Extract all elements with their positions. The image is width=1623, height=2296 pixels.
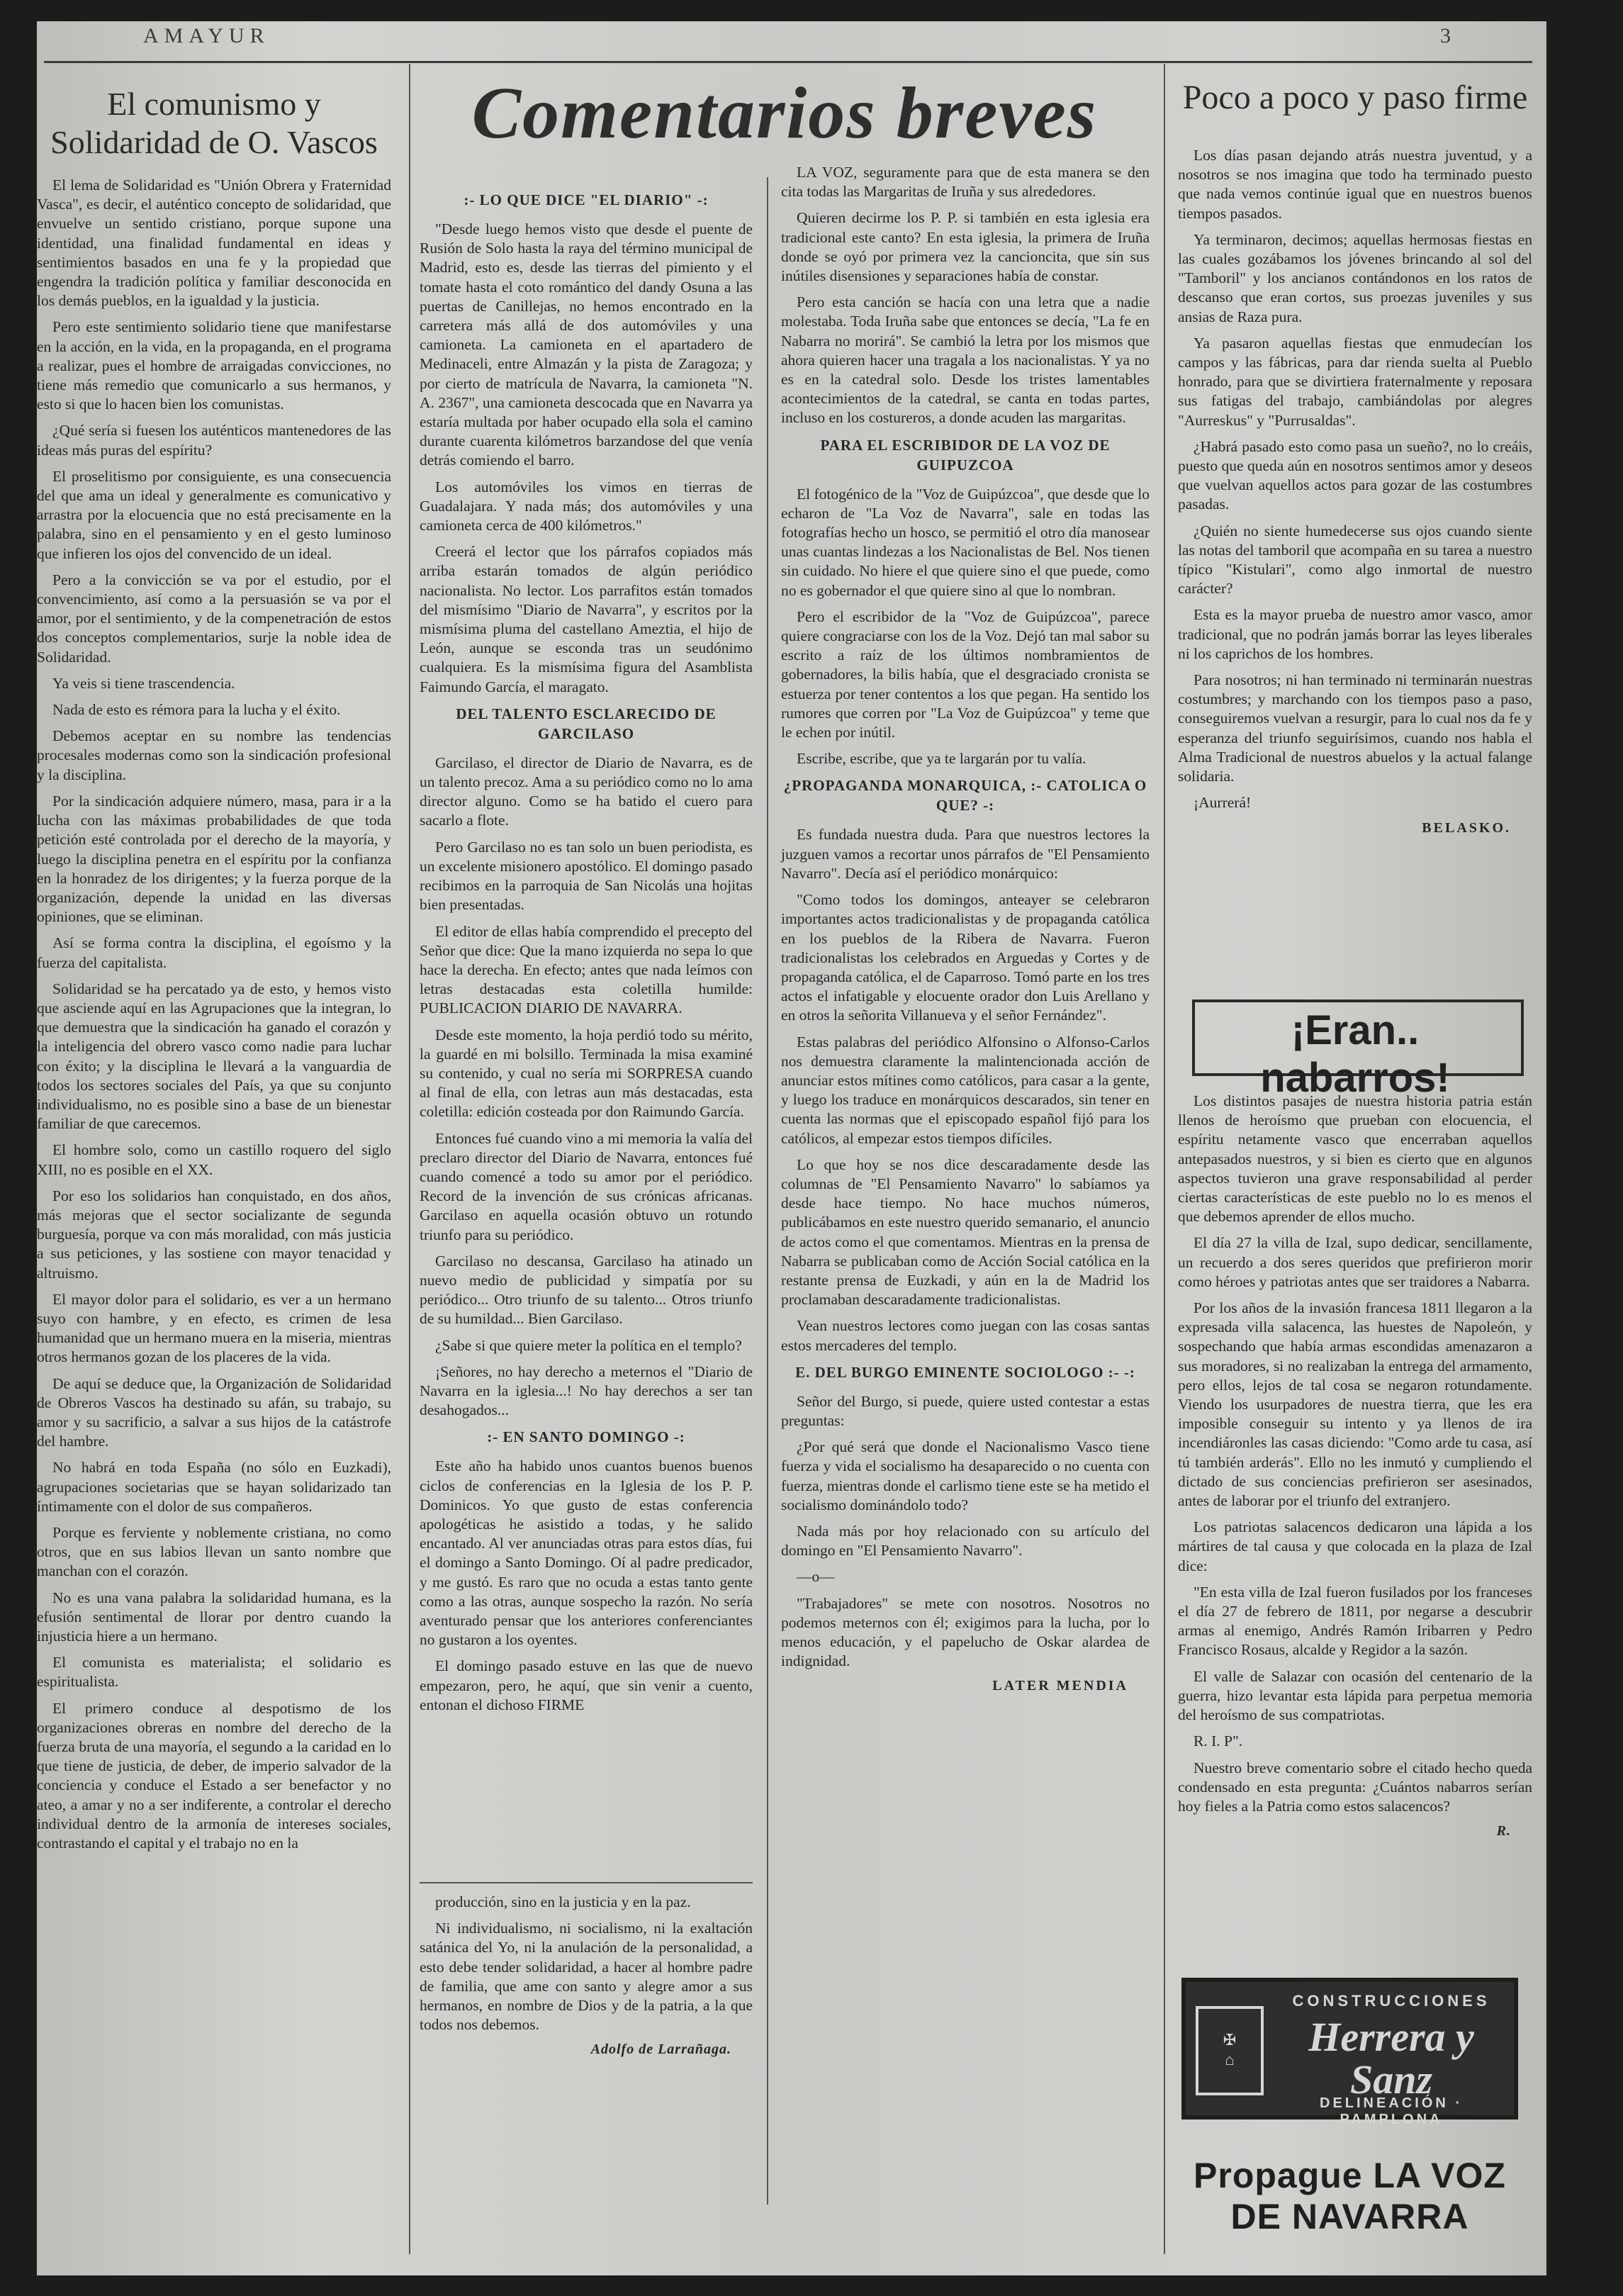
subheading: DEL TALENTO ESCLARECIDO DE GARCILASO xyxy=(456,705,717,742)
paragraph: El proselitismo por consiguiente, es una consecuencia del que ama un ideal y generalmente es comunicativo y arrastra por la elocuencia que no está precisamente en la palabra, sino en el pensamiento y en el gesto luminoso que infieren los ojos del convencido de un ideal. xyxy=(37,467,391,562)
section-body xyxy=(420,754,753,1421)
promo-banner: Propague LA VOZ DE NAVARRA xyxy=(1194,2156,1506,2236)
paragraph: Por la sindicación adquiere número, masa, para ir a la lucha con las máximas probabilidades de que toda petición esté controlada por el derecho de la mayoría, y luego la disciplina penetra en el espíritu por la confianza en la honradez de los dirigentes; y la fuerza porque de la organización, depende la unidad en las diversas opiniones, que se eliminan. xyxy=(37,792,391,926)
paragraph: Los días pasan dejando atrás nuestra juventud, y a nosotros se nos imagina que todo ha terminado puesto que nada vemos continúe igual que en nuestros buenos tiempos pasados. xyxy=(1178,147,1532,222)
paragraph: ¿Por qué será que donde el Nacionalismo Vasco tiene fuerza y vida el socialismo ha desaparecido o no cuenta con fuerza, mientras donde el carlismo tiene este se ha metido el socialismo dominándolo todo? xyxy=(781,1438,1150,1513)
paragraph: El hombre solo, como un castillo roquero del siglo XIII, no es posible en el XX. xyxy=(37,1141,391,1178)
paragraph: El día 27 la villa de Izal, supo dedicar, sencillamente, un recuerdo a dos seres queridos que prefirieron morir como héroes y patriotas antes que ser traidores a Nabarra. xyxy=(1178,1234,1532,1290)
section-body xyxy=(420,1457,753,1715)
article-body xyxy=(1178,1092,1532,1816)
article-title: Poco a poco y paso firme xyxy=(1182,79,1528,116)
paragraph: Estas palabras del periódico Alfonsino o Alfonso-Carlos nos demuestra claramente la malintencionada acción de anunciar estos mítines como católicos, para casar a la gente, y luego los traduce en monárquicos descarados, sin tener en cuenta las normas que el episcopado español fijó para los católicos, al empezar estos tiempos difíciles. xyxy=(781,1033,1150,1147)
paragraph: Pero a la convicción se va por el estudio, por el convencimiento, así como a la persuasión se va por el amor, por el sentimiento, y de la compenetración de estos dos conceptos complementarios, surje la noble idea de Solidaridad. xyxy=(37,571,391,666)
section-body xyxy=(781,1392,1150,1671)
paragraph: "Como todos los domingos, anteayer se celebraron importantes actos tradicionalistas y de propaganda católica en los pueblos de la Ribera de Navarra. Fueron tradicionalistas los celebrados en Arguedas y Cortes y de propaganda católica, el de Caparroso. Tomó parte en los tres actos el infatigable y elocuente orador don Luis Arellano y en otros la señorita Villanueva y el señor Fernández". xyxy=(781,891,1150,1024)
signature: BELASKO. xyxy=(1422,819,1511,836)
newspaper-page xyxy=(37,21,1546,2275)
running-title: AMAYUR xyxy=(143,24,270,47)
paragraph: ¡Señores, no hay derecho a meternos el "Diario de Navarra en la iglesia...! No hay derechos a ser tan desahogados... xyxy=(420,1362,753,1419)
paragraph: "En esta villa de Izal fueron fusilados por los franceses el día 27 de febrero de 1811, por negarse a descubrir armas al enemigo, Andrés Ramón Iribarren y Pedro Francisco Rosaus, alcalde y Regidor a la sazón. xyxy=(1178,1583,1532,1659)
paragraph: Nada de esto es rémora para la lucha y el éxito. xyxy=(52,701,341,719)
paragraph: El valle de Salazar con ocasión del centenario de la guerra, hizo levantar esta lápida para perpetua memoria del heroísmo de sus compatriotas. xyxy=(1178,1667,1532,1724)
paragraph: El editor de ellas había comprendido el precepto del Señor que dice: Que la mano izquierda no sepa lo que hace la derecha. En efecto; antes que nada leímos con letras destacadas esta coletilla humilde: PUBLICACION DIARIO DE NAVARRA. xyxy=(420,922,753,1017)
ad-heading: CONSTRUCCIONES xyxy=(1292,1992,1490,2010)
paragraph: Quieren decirme los P. P. si también en esta iglesia era tradicional este canto? En esta iglesia, la primera de Iruña donde se oyó por primera vez la cancioncita, que sin sus inútiles disensiones y separaciones había de constar. xyxy=(781,209,1150,285)
solidaridad-continuation xyxy=(420,1893,753,2205)
paragraph: Nada más por hoy relacionado con su artículo del domingo en "El Pensamiento Navarro". xyxy=(781,1522,1150,1559)
paragraph: Pero Garcilaso no es tan solo un buen periodista, es un excelente misionero apostólico. El domingo pasado recibimos en la parroquia de San Nicolás una hojitas bien presentadas. xyxy=(420,838,753,914)
paragraph: Los automóviles los vimos en tierras de Guadalajara. Y nada más; dos automóviles y una camioneta cerca de 400 kilómetros." xyxy=(420,478,753,534)
paragraph: ¿Habrá pasado esto como pasa un sueño?, no lo creáis, puesto que queda aún en nosotros sentimos amor y deseos que vuelvan aquellos actos para gozar de las costumbres pasadas. xyxy=(1178,437,1532,513)
paragraph: Solidaridad se ha percatado ya de esto, y hemos visto que asciende aquí en las Agrupaciones que la integran, lo que demuestra que la sindicación ha ganado el corazón y la inteligencia del obrero vasco como nadie para luchar con éxito; y la disciplina le llevará a la vanguardia de todos los sectores sociales del País, ya que su conjunto individualismo, no es posible sino a base de un bienestar familiar de que carecemos. xyxy=(37,980,391,1133)
paragraph: Este año ha habido unos cuantos buenos buenos ciclos de conferencias en la Iglesia de los P. P. Dominicos. Yo que gusto de estas conferencia apologéticas he asistido a todas, y he salido encantado. Al ver anunciadas otras para estos días, fui el domingo a Santo Domingo. Oí al padre predicador, y me gustó. Es raro que no ocuda a estas tanto gente como a las otras, aunque sospecho la razón. No sería aventurado pensar que los anteriores conferenciantes no gustaron a los oyentes. xyxy=(420,1457,753,1649)
paragraph: Ya veis si tiene trascendencia. xyxy=(52,674,235,692)
paragraph: De aquí se deduce que, la Organización de Solidaridad de Obreros Vascos ha destinado su afán, su trabajo, su amor y su sacrificio, a salvar a sus hijos de la catástrofe del hambre. xyxy=(37,1374,391,1450)
paragraph: Desde este momento, la hoja perdió todo su mérito, la guardé en mi bolsillo. Terminada la misa examiné su contenido, y cual no sería mi SORPRESA cuando al final de ella, con letras aun más destacadas, esta coletilla: edición costeada por don Raimundo García. xyxy=(420,1026,753,1121)
paragraph: El fotogénico de la "Voz de Guipúzcoa", que desde que lo echaron de "La Voz de Navarra", sale en todas las fotografías hecho un hosco, se permitió el otro día manosear unas cuantas lindezas a los Nacionalistas de Bel. Nos tienen sin cuidado. No hiere el que quiere sino el que puede, como no es gobernador el que quiere sino al que lo nombran. xyxy=(781,485,1150,599)
signature: R. xyxy=(1496,1823,1511,1839)
paragraph: —o— xyxy=(797,1568,835,1586)
subheading: :- LO QUE DICE "EL DIARIO" -: xyxy=(464,191,709,208)
paragraph: Pero el escribidor de la "Voz de Guipúzcoa", parece quiere congraciarse con los de la Voz. Dejó tan mal sabor su escrito a raíz de los últimos nombramientos de gobernadores, la bilis había, que el desgraciado cronista se estuerza por tener contentos a los que pegan. Ha sentido los rumores que corren por "La Voz de Guipúzcoa" y teme que le echen por inútil. xyxy=(781,607,1150,741)
paragraph: El lema de Solidaridad es "Unión Obrera y Fraternidad Vasca", es decir, el auténtico concepto de solidaridad, que envuelve un sentido cristiano, porque supone una identidad, una finalidad fundamental en ideas y sentimientos basados en una fe y la propiedad que engendra la tradición política y familiar desconocida en los demás pueblos, en la igualdad y la justicia. xyxy=(37,177,391,310)
section-body xyxy=(420,220,753,697)
paragraph: Por los años de la invasión francesa 1811 llegaron a la expresada villa salacenca, las huestes de Napoleón, y sospechando que había armas escondidas amenazaron a sus moradores, si no realizaban la entrega del armamento, pero ellos, lejos de tal cosa se negaron rotundamente. Viendo los usurpadores de nuestra tierra, que les era imposible conseguir su intento y ya llenos de ira incendiáronles las casas diciendo: "Como arde tu casa, así tú también arderás". Ello no les inmutó y cumpliendo el dictado de sus conciencias prefirieron ser asesinados, antes de laborar por el triunfo del extranjero. xyxy=(1178,1299,1532,1510)
page-number: 3 xyxy=(1440,24,1451,47)
paragraph: Por eso los solidarios han conquistado, en dos años, más mejoras que el sector socializante de segunda burguesía, porque va con más moralidad, con más justicia a sus peticiones, y las sostiene con mayor tenacidad y altruismo. xyxy=(37,1187,391,1282)
signature: Adolfo de Larrañaga. xyxy=(590,2042,731,2058)
paragraph: El primero conduce al despotismo de los organizaciones obreras en nombre del derecho de la fuerza bruta de una mayoría, el segundo a la caridad en lo que tiene de justicia, de deber, de imperio salvador de la conciencia y conduce el Estado a ser benefactor y no ateo, a amar y no a ser indiferente, a controlar el derecho individual dentro de la armonía de intereses sociales, contrastando el capital y el trabajo no en la xyxy=(37,1699,391,1852)
section-title: Comentarios breves xyxy=(471,72,1098,154)
section-body xyxy=(781,163,1150,428)
article-solidaridad xyxy=(37,78,391,2261)
paragraph: Debemos aceptar en su nombre las tendencias procesales modernas como son la sindicación profesional y la disciplina. xyxy=(37,727,391,783)
paragraph: Para nosotros; ni han terminado ni terminarán nuestras costumbres; y marchando con los tiempos paso a paso, conseguiremos vuelvan a resurgir, para lo cual nos da fe y esperanza del triunfo seguirísimos, cuando nos habla el Alma Tradicional de nuestros abuelos y la actual falange solidaria. xyxy=(1178,671,1532,785)
section-rule xyxy=(420,1882,753,1883)
paragraph: El domingo pasado estuve en las que de nuevo empezaron, pero, he aquí, que sin venir a cuento, entonan el dichoso FIRME xyxy=(420,1657,753,1713)
section-body xyxy=(781,825,1150,1355)
paragraph: LA VOZ, seguramente para que de esta manera se den cita todas las Margaritas de Iruña y sus alrededores. xyxy=(781,164,1150,201)
subheading: ¿PROPAGANDA MONARQUICA, :- CATOLICA O QUE? -: xyxy=(783,777,1147,814)
ad-footer: DELINEACIÓN · PAMPLONA xyxy=(1320,2095,1463,2127)
article-poco-a-poco xyxy=(1178,78,1532,985)
paragraph: Es fundada nuestra duda. Para que nuestros lectores la juzguen vamos a recortar unos párrafos de "El Pensamiento Navarro". Decía así el periódico monárquico: xyxy=(781,826,1150,882)
paragraph: producción, sino en la justicia y en la paz. xyxy=(435,1893,691,1910)
column-divider xyxy=(767,177,768,2205)
article-title: El comunismo y Solidaridad de O. Vascos xyxy=(50,86,378,160)
paragraph: Nuestro breve comentario sobre el citado hecho queda condensado en esta pregunta: ¿Cuántos nabarros serían hoy fieles a la Patria como estos salacencos? xyxy=(1178,1759,1532,1815)
comentarios-column-b xyxy=(781,163,1150,2134)
column-divider xyxy=(1164,64,1165,2254)
paragraph: ¿Quién no siente humedecerse sus ojos cuando siente las notas del tamboril que acompaña en su tarea a nuestro típico "Kistulari", como algo inmortal de nuestro carácter? xyxy=(1178,522,1532,598)
paragraph: "Desde luego hemos visto que desde el puente de Rusión de Solo hasta la raya del término municipal de Madrid, esto es, desde las tierras del pimiento y el tomate hasta el coto romántico del dandy Osuna a las puertas de Canillejas, no hemos encontrado en la carretera más allá de dos automóviles y una camioneta. La camioneta en el apartadero de Medinaceli, entre Almazán y la pista de Zaragoza; y por cierto de matrícula de Navarra, la camioneta "N. A. 2367", una camioneta descocada que en Navarra ya estaría multada por haber ocupado ella sola el camino durante cuarenta kilómetros barzandose del que venía detrás comiendo el barro. xyxy=(420,220,753,469)
paragraph: Garcilaso, el director de Diario de Navarra, es de un talento precoz. Ama a su periódico como no lo ama director alguno. Como se ha batido el cuero para sacarlo a flote. xyxy=(420,754,753,829)
article-title: ¡Eran.. nabarros! xyxy=(1260,1007,1450,1101)
paragraph: Así se forma contra la disciplina, el egoísmo y la fuerza del capitalista. xyxy=(37,934,391,971)
top-rule xyxy=(44,61,1532,63)
paragraph: Pero esta canción se hacía con una letra que a nadie molestaba. Toda Iruña sabe que entonces se decía, "La fe en Nabarra no morirá". Se cambió la letra por los mismos que ahora quieren hacer una tragala a los nacionalistas. Y ya no es en la catedral solo. Desde los tristes lamentables acontecimientos de la catedral, se canta en todas partes, incluso en los costureros, a donde acuden las margaritas. xyxy=(781,293,1150,427)
paragraph: ¿Qué sería si fuesen los auténticos mantenedores de las ideas más puras del espíritu? xyxy=(37,422,391,459)
subheading: E. DEL BURGO EMINENTE SOCIOLOGO :- -: xyxy=(795,1363,1135,1381)
paragraph: Entonces fué cuando vino a mi memoria la valía del preclaro director del Diario de Navarra, entonces fué cuando comencé a todo su amor por el periódico. Record de la invención de sus crónicas africanas. Garcilaso en aquella ocasión obtuvo un rotundo triunfo para su periódico. xyxy=(420,1129,753,1243)
paragraph: R. I. P". xyxy=(1194,1732,1243,1750)
paragraph: Los distintos pasajes de nuestra historia patria están llenos de heroísmo que prueban con elocuencia, el espíritu netamente vasco que encerraban aquellos antepasados nuestros, y si bien es cierto que en algunos aspectos tuvieron una grave responsabilidad al perder ciertas características de este pueblo no lo es menos el que debemos aprender de ellos mucho. xyxy=(1178,1092,1532,1226)
paragraph: Vean nuestros lectores como juegan con las cosas santas estos mercaderes del templo. xyxy=(781,1317,1150,1354)
subheading: PARA EL ESCRIBIDOR DE LA VOZ DE GUIPUZCOA xyxy=(820,436,1111,474)
shield-logo-icon: ✠ ⌂ xyxy=(1196,2006,1264,2095)
comentarios-column-a xyxy=(420,184,753,1713)
section-body xyxy=(781,485,1150,769)
paragraph: Ya terminaron, decimos; aquellas hermosas fiestas en las cuales gozábamos los jóvenes brincando al sol del "Tamboril" y los ancianos contándonos en los ratos de descanso que eran cortos, sus proezas juveniles y sus ansias de Raza pura. xyxy=(1178,230,1532,325)
paragraph: Escribe, escribe, que ya te largarán por tu valía. xyxy=(797,750,1086,768)
section-body xyxy=(420,1893,753,2034)
column-divider xyxy=(409,64,410,2254)
paragraph: "Trabajadores" se mete con nosotros. Nosotros no podemos meternos con él; exigimos para la lucha, por lo menos educación, y el papelucho de Oskar alardea de indignidad. xyxy=(781,1594,1150,1670)
advertisement-herrera-sanz xyxy=(1181,1978,1518,2127)
paragraph: Porque es ferviente y noblemente cristiana, no como otros, que en sus labios llevan un santo nombre que manchan con el corazón. xyxy=(37,1524,391,1580)
paragraph: No habrá en toda España (no sólo en Euzkadi), agrupaciones societarias que se hayan solidarizado tan íntimamente con el dolor de sus compañeros. xyxy=(37,1459,391,1515)
paragraph: Señor del Burgo, si puede, quiere usted contestar a estas preguntas: xyxy=(781,1392,1150,1429)
paragraph: Los patriotas salacencos dedicaron una lápida a los mártires de tal causa y que colocada en la plaza de Izal dice: xyxy=(1178,1518,1532,1574)
subheading: :- EN SANTO DOMINGO -: xyxy=(487,1428,685,1446)
paragraph: Esta es la mayor prueba de nuestro amor vasco, amor tradicional, que no podrán jamás borrar las leyes liberales ni los caprichos de los hombres. xyxy=(1178,606,1532,662)
paragraph: Lo que hoy se nos dice descaradamente desde las columnas de "El Pensamiento Navarro" lo sabíamos ya desde hace tiempo. No hace muchos números, publicábamos en este nuestro querido semanario, el anuncio de actos como el que comentamos. Mientras en la prensa de Nabarra se publicaban como de Acción Social católica en la restante prensa de Euzkadi, y aún en la de Madrid los proclamaban descaradamente tradicionalistas. xyxy=(781,1155,1150,1309)
paragraph: Ya pasaron aquellas fiestas que enmudecían los campos y las fábricas, para dar rienda suelta al Pueblo honrado, para que se divirtiera fraternalmente y reposara sus fatigas del trabajo, cambiándolas por alegres "Aurreskus" y "Purrusaldas". xyxy=(1178,334,1532,429)
signature: LATER MENDIA xyxy=(992,1678,1128,1694)
ad-company-name: Herrera y Sanz xyxy=(1308,2014,1474,2102)
paragraph: El mayor dolor para el solidario, es ver a un hermano suyo con hambre, y en efecto, es crimen de lesa humanidad que un hermano muera en la miseria, mientras otros hermanos gozan de los placeres de la vida. xyxy=(37,1290,391,1366)
paragraph: Creerá el lector que los párrafos copiados más arriba estarán tomados de algún periódico nacionalista. No lector. Los parrafitos están tomados del mismísimo "Diario de Navarra", y escritos por la mismísima pluma del castellano Ameztia, el hijo de León, aunque se esconda tras un seudónimo cualquiera. Es la mismísima figura del Asamblista Faimundo García, el maragato. xyxy=(420,543,753,695)
article-body xyxy=(1178,146,1532,813)
paragraph: Garcilaso no descansa, Garcilaso ha atinado un nuevo medio de publicidad y simpatía por su periódico... Otro triunfo de su talento... Otros triunfo de su humildad... Bien Garcilaso. xyxy=(420,1252,753,1328)
paragraph: El comunista es materialista; el solidario es espiritualista. xyxy=(37,1654,391,1691)
paragraph: Ni individualismo, ni socialismo, ni la exaltación satánica del Yo, ni la anulación de la personalidad, a esto debe tender solidaridad, a hacer al hombre padre de familia, que ame con santo y alegre amor a sus hermanos, en nombre de Dios y de la patria, a la que todos nos debemos. xyxy=(420,1920,753,2034)
article-body xyxy=(37,176,391,1853)
article-eran-nabarros xyxy=(1178,1092,1532,1942)
paragraph: Pero este sentimiento solidario tiene que manifestarse en la acción, en la vida, en la propaganda, en el programa a realizar, pues el hombre de arraigadas convicciones, no tiene más remedio que comunicarlo a sus hermanos, y esto si que lo hacen bien los comunistas. xyxy=(37,318,391,413)
paragraph: ¡Aurrerá! xyxy=(1194,794,1252,812)
paragraph: ¿Sabe si que quiere meter la política en el templo? xyxy=(435,1336,742,1354)
paragraph: No es una vana palabra la solidaridad humana, es la efusión sentimental de llorar por dentro cuando la injusticia hiere a un hermano. xyxy=(37,1589,391,1645)
